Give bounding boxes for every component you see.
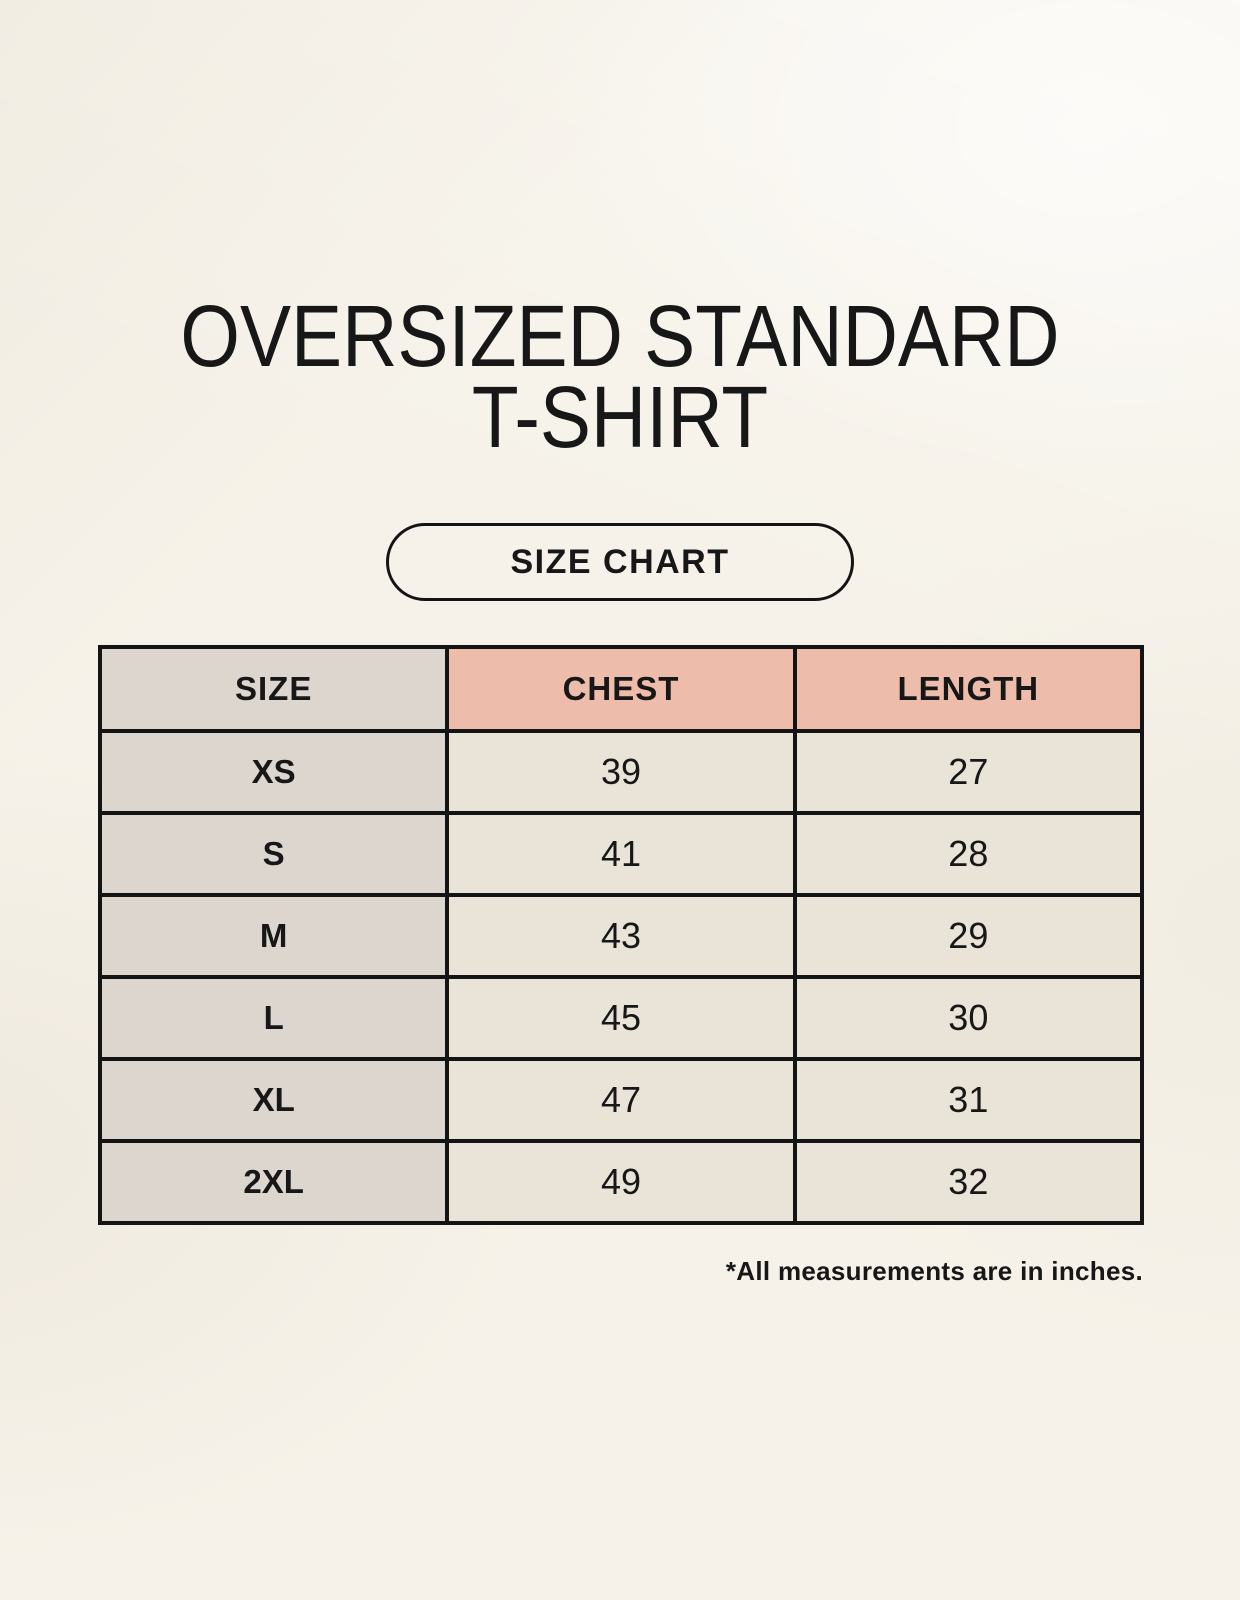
length-value: 29 [795, 895, 1142, 977]
page-title-line1: OVERSIZED STANDARD [180, 288, 1060, 385]
length-value: 27 [795, 731, 1142, 813]
page-title-line2: T-SHIRT [471, 369, 769, 466]
length-value: 28 [795, 813, 1142, 895]
table-body [100, 731, 1142, 1223]
column-header-chest: CHEST [447, 647, 794, 731]
length-value: 30 [795, 977, 1142, 1059]
chest-value: 49 [447, 1141, 794, 1223]
table-row-xs [100, 731, 1142, 813]
table-row-m [100, 895, 1142, 977]
size-label: M [100, 895, 447, 977]
table-header-row [100, 647, 1142, 731]
column-header-length: LENGTH [795, 647, 1142, 731]
table-row-l [100, 977, 1142, 1059]
chest-value: 39 [447, 731, 794, 813]
size-chart-button[interactable] [386, 523, 854, 601]
length-value: 32 [795, 1141, 1142, 1223]
size-label: XL [100, 1059, 447, 1141]
size-chart-button-label: SIZE CHART [510, 542, 730, 581]
size-label: XS [100, 731, 447, 813]
size-label: S [100, 813, 447, 895]
table-header [100, 647, 1142, 731]
size-label: L [100, 977, 447, 1059]
measurements-footnote: *All measurements are in inches. [725, 1256, 1143, 1286]
length-value: 31 [795, 1059, 1142, 1141]
size-chart-table [98, 645, 1144, 1225]
size-label: 2XL [100, 1141, 447, 1223]
page-title [74, 288, 1165, 466]
chest-value: 43 [447, 895, 794, 977]
column-header-size: SIZE [100, 647, 447, 731]
chest-value: 47 [447, 1059, 794, 1141]
chest-value: 41 [447, 813, 794, 895]
table-row-s [100, 813, 1142, 895]
table-row-xl [100, 1059, 1142, 1141]
table-row-2xl [100, 1141, 1142, 1223]
chest-value: 45 [447, 977, 794, 1059]
